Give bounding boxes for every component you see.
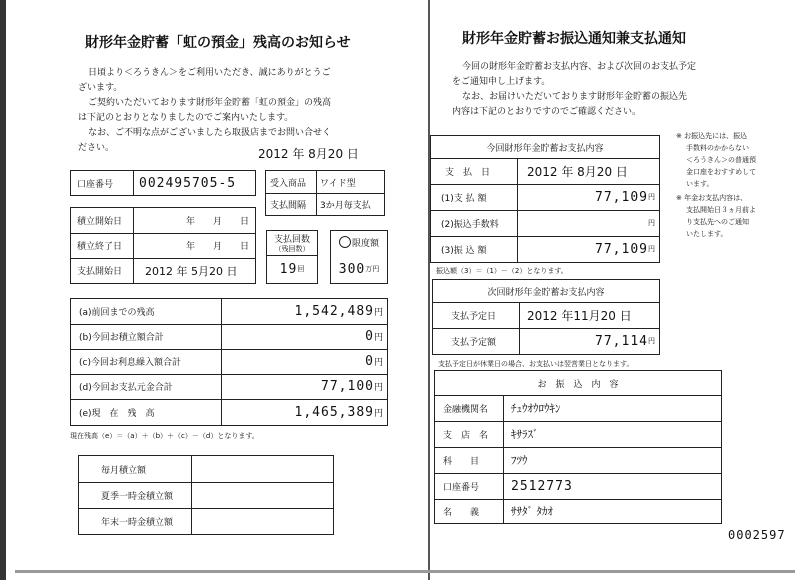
next-amount-value: 77,114 [595, 333, 648, 349]
intro-line: 今回の財形年金貯蓄お支払内容、および次回のお支払予定 [462, 62, 697, 72]
next-date-label: 支払予定日 [451, 311, 497, 322]
side-note-line: ※ 年金お支払内容は、 [676, 194, 748, 202]
count-box [266, 230, 318, 284]
next-payment-table [432, 279, 660, 355]
transfer-amount-value: 77,109 [595, 241, 648, 257]
transfer-destination-table [434, 370, 722, 524]
balance-row-value [223, 374, 383, 399]
footer-number: 0002597 [728, 528, 786, 542]
balance-row-label: (c)今回お利息繰入額合計 [79, 358, 181, 368]
holder-value: ｻｻﾀﾞ ﾀｶｵ [511, 505, 553, 518]
dest-account-value: 2512773 [511, 478, 573, 494]
intro-line: 内容は下記のとおりですのでご確認ください。 [452, 107, 642, 117]
interval-label: 支払間隔 [270, 200, 307, 211]
product-label: 受入商品 [270, 178, 307, 189]
next-amount-cell [521, 328, 655, 354]
deposit-amounts-table [78, 455, 334, 535]
intro-line: ざいます。 [78, 83, 123, 93]
balance-row-label: (b)今回お積立額合計 [79, 333, 164, 343]
payment-date-label: 支 払 日 [445, 167, 491, 178]
balance-row-label: (a)前回までの残高 [79, 308, 155, 318]
balance-unit: 円 [373, 358, 383, 368]
limit-label-wrap [331, 233, 387, 251]
page-fold [428, 0, 430, 580]
interval-value: 3か月毎支払 [320, 200, 371, 211]
transfer-note: 振込額（3）＝（1）－（2）となります。 [436, 267, 568, 275]
page-left-edge [0, 0, 6, 580]
transfer-amount-label: (3)振 込 額 [441, 245, 487, 256]
formula-note: 現在残高（e）＝（a）＋（b）＋（c）－（d）となります。 [70, 432, 259, 440]
transfer-header: お 振 込 内 容 [537, 379, 619, 390]
balance-row-value [223, 399, 383, 425]
account-number-box [70, 170, 256, 196]
transfer-amount-cell [519, 236, 655, 262]
start-label: 積立開始日 [77, 217, 123, 227]
payment-date-value: 2012 年 8月20 日 [527, 164, 628, 179]
next-date-value: 2012 年11月20 日 [527, 308, 632, 323]
branch-label: 支 店 名 [443, 430, 489, 441]
side-note-line: ＜ろうきん＞の普通預 [686, 156, 756, 164]
intro-line: をご通知申し上げます。 [452, 77, 551, 87]
yen-unit: 円 [648, 245, 655, 253]
maruyu-icon [339, 236, 351, 248]
balance-unit: 円 [373, 383, 383, 393]
left-intro [78, 66, 398, 156]
balance-unit: 円 [373, 333, 383, 343]
winter-deposit-label: 年末一時金積立額 [101, 517, 174, 528]
payment-amount-cell [519, 184, 655, 210]
limit-value: 300 [338, 261, 366, 277]
balance-unit: 円 [373, 308, 383, 318]
left-title: 財形年金貯蓄「虹の預金」残高のお知らせ [85, 35, 351, 51]
dest-account-label: 口座番号 [443, 482, 480, 493]
bank-name-label: 金融機関名 [443, 404, 489, 415]
pay-start-label: 支払開始日 [77, 267, 123, 277]
account-type-label: 科 目 [443, 456, 480, 467]
limit-label: 限度額 [351, 238, 379, 249]
balance-b-value: 0 [365, 329, 374, 344]
side-notes [676, 130, 786, 240]
yen-unit: 円 [648, 337, 655, 345]
holiday-note: 支払予定日が休業日の場合、お支払いは翌営業日となります。 [438, 360, 634, 368]
payment-amount-value: 77,109 [595, 189, 648, 205]
account-number: 002495705-5 [139, 175, 237, 191]
limit-box [330, 230, 388, 284]
side-note-line: 手数料のかからない [686, 144, 749, 152]
holder-label: 名 義 [443, 507, 480, 518]
balance-row-label: (e)現 在 残 高 [79, 408, 155, 419]
transfer-fee-cell [519, 210, 655, 236]
pay-start-value: 2012 年 5月20 日 [145, 264, 238, 278]
right-intro [452, 60, 742, 120]
right-title: 財形年金貯蓄お振込通知兼支払通知 [462, 31, 686, 47]
side-note-line: ※ お振込先には、振込 [676, 132, 748, 140]
count-value: 19 [279, 261, 298, 277]
current-payment-table [430, 135, 660, 263]
balance-d-value: 77,100 [321, 379, 374, 394]
balance-table [70, 298, 388, 426]
product-value: ワイド型 [320, 178, 356, 189]
intro-line: なお、お届けいただいております財形年金貯蓄の振込先 [462, 92, 688, 102]
side-note-line: 支払開始日３ヵ月前よ [686, 206, 756, 214]
summer-deposit-label: 夏季一時金積立額 [101, 491, 174, 502]
intro-line: は下記のとおりとなりましたのでご案内いたします。 [78, 113, 294, 123]
branch-value: ｷｻﾗｽﾞ [511, 428, 539, 441]
intro-line: ださい。 [78, 143, 115, 153]
limit-unit: 万円 [365, 265, 380, 273]
balance-a-value: 1,542,489 [294, 304, 374, 319]
payment-amount-label: (1)支 払 額 [441, 193, 487, 204]
account-type-value: ﾌﾂｳ [511, 454, 528, 467]
start-value: 年 月 日 [185, 217, 249, 227]
transfer-fee-label: (2)振込手数料 [441, 219, 499, 230]
side-note-line: り支払先へのご通知 [686, 218, 749, 226]
intro-line: ご契約いただいております財形年金貯蓄「虹の預金」の残高 [88, 98, 332, 108]
end-value: 年 月 日 [185, 242, 249, 252]
next-header: 次回財形年金貯蓄お支払内容 [487, 287, 605, 298]
intro-line: 日頃より＜ろうきん＞をご利用いただき、誠にありがとうご [88, 68, 331, 78]
count-label: 支払回数 [273, 234, 310, 245]
notice-date: 2012 年 8月20 日 [258, 147, 359, 161]
balance-c-value: 0 [365, 354, 374, 369]
next-amount-label: 支払予定額 [451, 337, 497, 348]
count-unit: 回 [297, 265, 305, 273]
current-header: 今回財形年金貯蓄お支払内容 [486, 143, 604, 154]
count-value-wrap [267, 257, 317, 281]
balance-unit: 円 [373, 408, 383, 419]
limit-value-wrap [331, 257, 387, 281]
end-label: 積立終了日 [77, 242, 123, 252]
balance-row-value [223, 349, 383, 374]
yen-unit: 円 [648, 193, 655, 201]
product-box [265, 170, 385, 216]
side-note-line: います。 [686, 180, 714, 188]
account-label: 口座番号 [77, 179, 114, 190]
intro-line: なお、ご不明な点がございましたら取扱店までお問い合せく [88, 128, 332, 138]
count-sub: （残回数） [274, 245, 310, 253]
balance-row-value [223, 299, 383, 324]
balance-row-label: (d)今回お支払元金合計 [79, 383, 173, 393]
side-note-line: いたします。 [686, 230, 728, 238]
balance-row-value [223, 324, 383, 349]
yen-unit: 円 [648, 219, 655, 227]
balance-e-value: 1,465,389 [294, 404, 374, 420]
dates-box [70, 207, 256, 284]
bank-name-value: ﾁｭｳｵｳﾛｳｷﾝ [511, 402, 561, 415]
side-note-line: 金口座をおすすめして [686, 168, 757, 176]
page-bottom-edge [15, 570, 795, 573]
monthly-deposit-label: 毎月積立額 [101, 465, 147, 476]
